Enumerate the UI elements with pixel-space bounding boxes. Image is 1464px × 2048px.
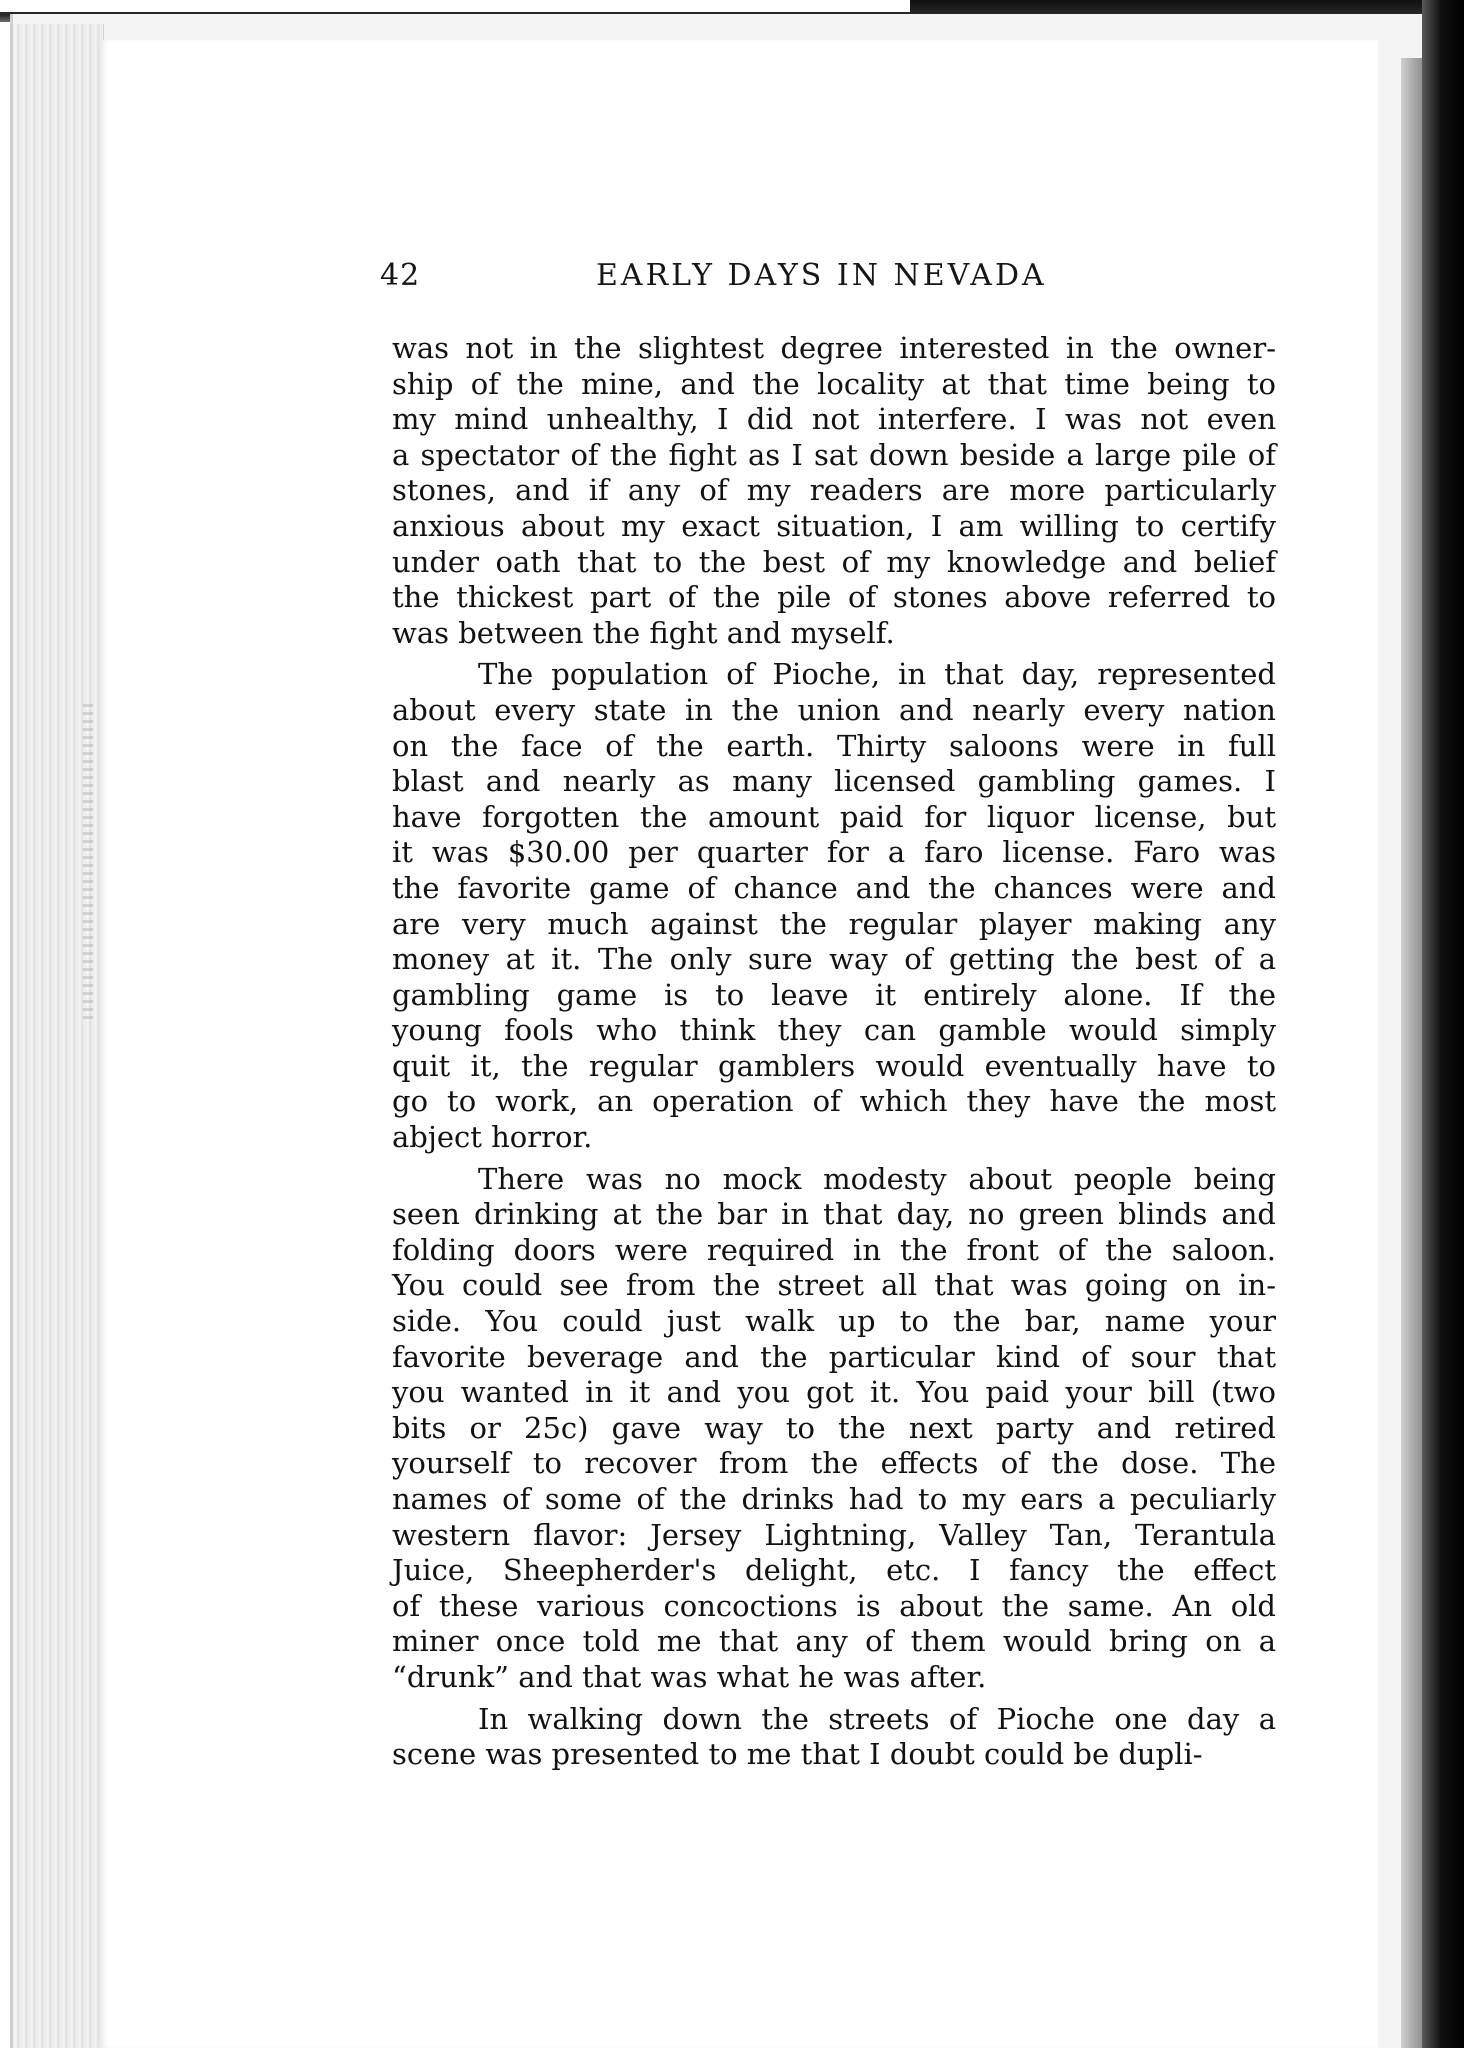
text-line: have forgotten the amount paid for liquor license, but — [392, 799, 1276, 834]
text-line: anxious about my exact situation, I am willing to certify — [392, 508, 1276, 543]
text-line: under oath that to the best of my knowledge and belief — [392, 544, 1276, 579]
right-page-edge — [1401, 58, 1423, 2048]
page-stack — [13, 24, 104, 2048]
text-line: ship of the mine, and the locality at that time being to — [392, 366, 1276, 401]
text-line: In walking down the streets of Pioche one day a — [478, 1701, 1276, 1736]
text-line: the favorite game of chance and the chances were and — [392, 870, 1276, 905]
text-line: go to work, an operation of which they have the most — [392, 1084, 1276, 1119]
text-line: western flavor: Jersey Lightning, Valley Tan, Terantula — [392, 1517, 1276, 1552]
paragraph — [392, 1702, 1276, 1773]
text-line: on the face of the earth. Thirty saloons were in full — [392, 728, 1276, 763]
text-line: are very much against the regular player making any — [392, 906, 1276, 941]
text-line: a spectator of the fight as I sat down beside a large pile of — [392, 437, 1276, 472]
text-line: gambling game is to leave it entirely alone. If the — [392, 977, 1276, 1012]
text-line: “drunk” and that was what he was after. — [392, 1659, 987, 1694]
text-line: seen drinking at the bar in that day, no green blinds and — [392, 1197, 1276, 1232]
text-line: You could see from the street all that was going on in- — [392, 1268, 1276, 1303]
page-number: 42 — [380, 258, 421, 293]
text-line: side. You could just walk up to the bar, name your — [392, 1304, 1276, 1339]
running-header — [380, 258, 1260, 298]
text-line: about every state in the union and nearly every nation — [392, 692, 1276, 727]
text-line: Juice, Sheepherder's delight, etc. I fancy the effect — [392, 1553, 1276, 1588]
text-line: bits or 25c) gave way to the next party and retired — [392, 1410, 1276, 1445]
text-line: young fools who think they can gamble would simply — [392, 1013, 1276, 1048]
text-line: the thickest part of the pile of stones above referred to — [392, 580, 1276, 615]
text-line: stones, and if any of my readers are more particularly — [392, 473, 1276, 508]
text-line: miner once told me that any of them would bring on a — [392, 1624, 1276, 1659]
text-line: favorite beverage and the particular kind of sour that — [392, 1339, 1276, 1374]
paragraph — [392, 1162, 1276, 1696]
text-line: you wanted in it and you got it. You paid your bill (two — [392, 1375, 1276, 1410]
margin-mark — [83, 704, 93, 1024]
paragraph — [392, 657, 1276, 1155]
text-line: of these various concoctions is about the same. An old — [392, 1588, 1276, 1623]
text-line: folding doors were required in the front of the saloon. — [392, 1232, 1276, 1267]
text-line: my mind unhealthy, I did not interfere. I was not even — [392, 402, 1276, 437]
text-line: it was $30.00 per quarter for a faro license. Faro was — [392, 835, 1276, 870]
text-line: abject horror. — [392, 1120, 593, 1155]
scan-right-edge — [1422, 0, 1464, 2048]
text-line: names of some of the drinks had to my ears a peculiarly — [392, 1482, 1276, 1516]
text-line: The population of Pioche, in that day, represented — [478, 657, 1276, 692]
paragraph — [392, 331, 1276, 651]
scan-top-edge-left — [0, 0, 910, 12]
text-line: was not in the slightest degree interested in the owner- — [392, 331, 1276, 365]
text-line: There was no mock modesty about people being — [478, 1161, 1276, 1196]
body-text — [392, 331, 1276, 1773]
text-line: blast and nearly as many licensed gambling games. I — [392, 764, 1276, 799]
text-line: money at it. The only sure way of getting the best of a — [392, 942, 1276, 977]
running-title: EARLY DAYS IN NEVADA — [596, 258, 1047, 293]
text-line: was between the fight and myself. — [392, 615, 895, 650]
text-line: scene was presented to me that I doubt could be dupli- — [392, 1737, 1203, 1772]
text-line: yourself to recover from the effects of the dose. The — [392, 1446, 1276, 1481]
text-line: quit it, the regular gamblers would eventually have to — [392, 1048, 1276, 1083]
